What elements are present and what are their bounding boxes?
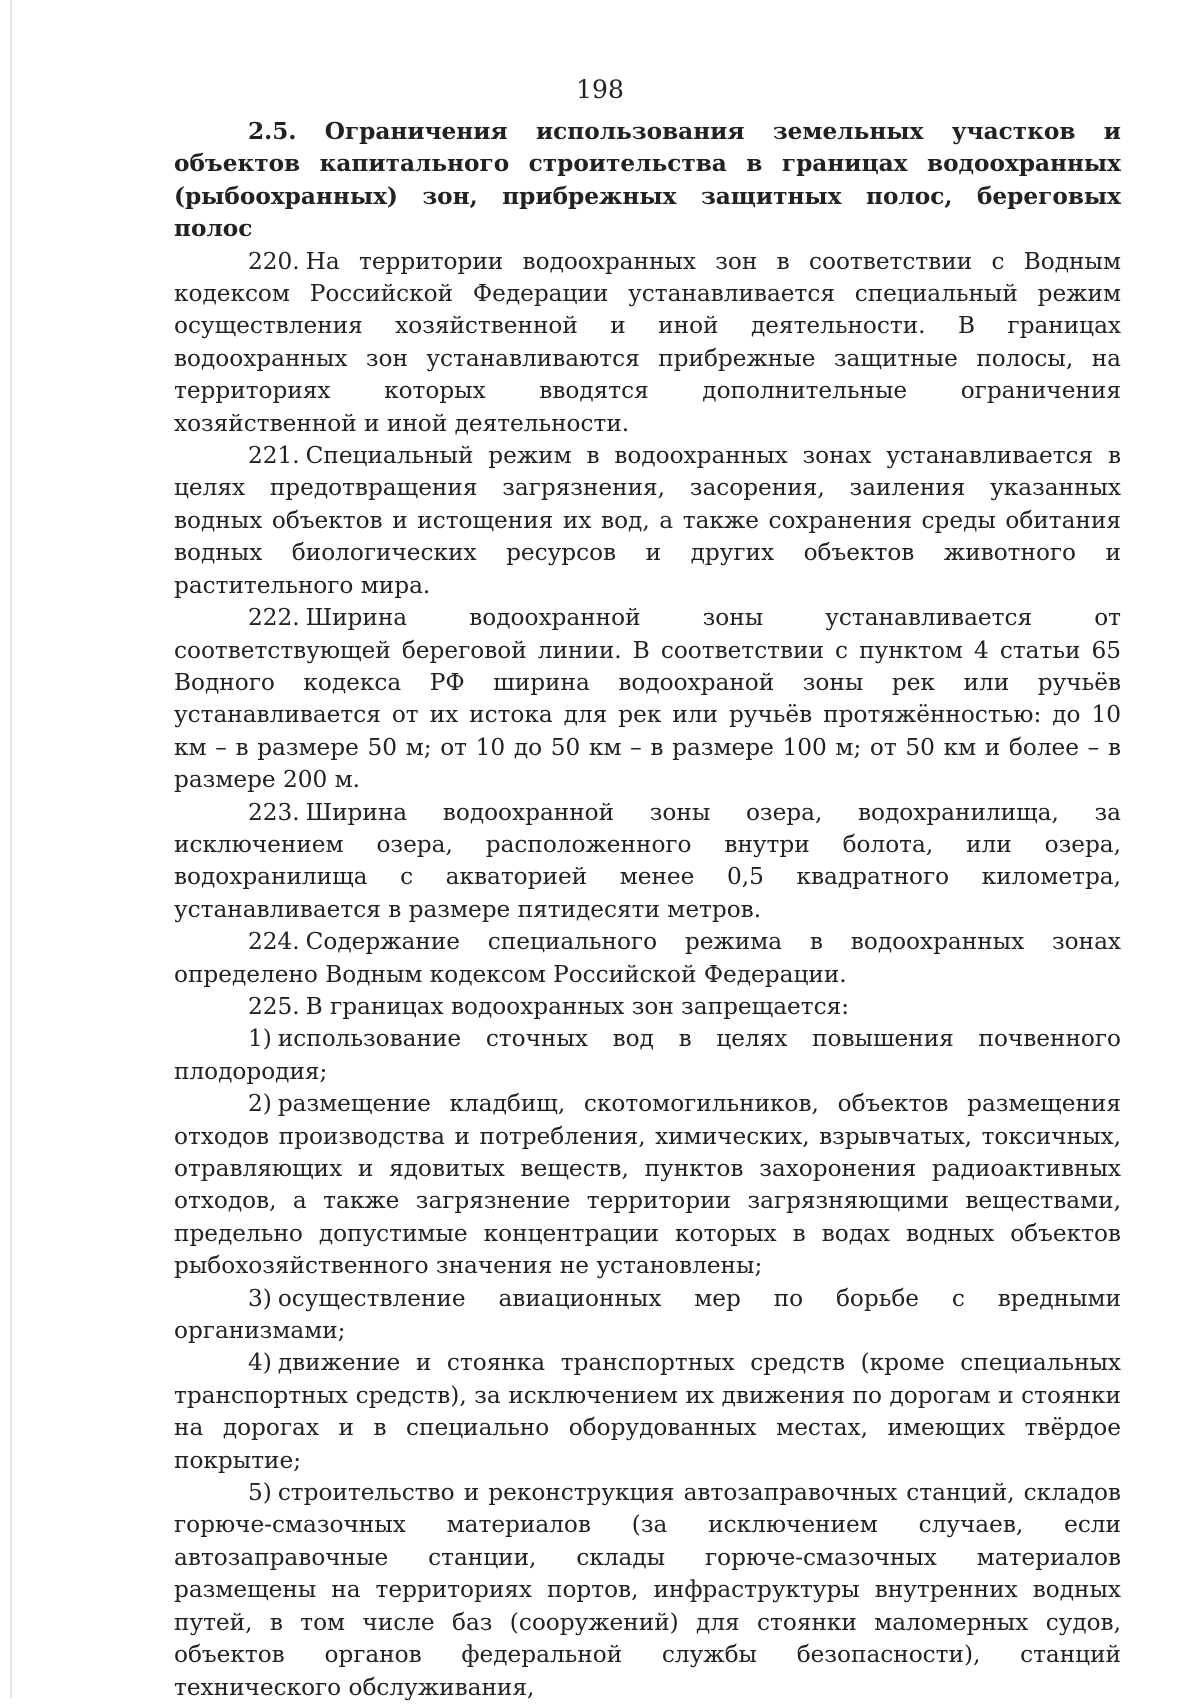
document-body xyxy=(174,116,1121,1704)
list-item-3 xyxy=(174,1283,1121,1348)
page-number: 198 xyxy=(576,75,624,104)
paragraph-text: Ширина водоохранной зоны озера, водохранилища, за исключением озера, расположенного внутри болота, или озера, водохранилища с акваторией менее 0,5 квадратного километра, устанавливается в размере пятидесяти метров. xyxy=(174,798,1121,923)
paragraph-number: 225. xyxy=(248,992,300,1020)
list-item-text: использование сточных вод в целях повышения почвенного плодородия; xyxy=(174,1025,1121,1085)
list-item-4 xyxy=(174,1347,1121,1477)
paragraph-222 xyxy=(174,602,1121,796)
paragraph-225 xyxy=(174,991,1121,1023)
paragraph-text: На территории водоохранных зон в соответствии с Водным кодексом Российской Федерации устанавливается специальный режим осуществления хозяйственной и иной деятельности. В границах водоохранных зон устанавливаются прибрежные защитные полосы, на территориях которых вводятся дополнительные ограничения хозяйственной и иной деятельности. xyxy=(174,247,1121,437)
paragraph-number: 223. xyxy=(248,798,300,826)
scan-edge-line xyxy=(10,0,12,1698)
paragraph-text: Содержание специального режима в водоохранных зонах определено Водным кодексом Российской Федерации. xyxy=(174,928,1121,988)
list-item-text: строительство и реконструкция автозаправочных станций, складов горюче-смазочных материалов (за исключением случаев, если автозаправочные станции, склады горюче-смазочных материалов размещены на территориях портов, инфраструктуры внутренних водных путей, в том числе баз (сооружений) для стоянки маломерных судов, объектов органов федеральной службы безопасности), станций технического обслуживания, xyxy=(174,1479,1121,1701)
list-item-text: осуществление авиационных мер по борьбе с вредными организмами; xyxy=(174,1284,1121,1345)
section-heading: 2.5. Ограничения использования земельных участков и объектов капитального строительства в границах водоохранных (рыбоохранных) зон, прибрежных защитных полос, береговых полос xyxy=(174,118,1121,243)
paragraph-number: 224. xyxy=(248,928,300,956)
paragraph-number: 222. xyxy=(248,604,300,632)
paragraph-number: 220. xyxy=(248,247,300,275)
paragraph-220 xyxy=(174,246,1121,440)
list-item-text: размещение кладбищ, скотомогильников, объектов размещения отходов производства и потребления, химических, взрывчатых, токсичных, отравляющих и ядовитых веществ, пунктов захоронения радиоактивных отходов, а также загрязнение территории загрязняющими веществами, предельно допустимые концентрации которых в водах водных объектов рыбохозяйственного значения не установлены; xyxy=(174,1090,1121,1280)
paragraph-224 xyxy=(174,926,1121,991)
list-item-text: движение и стоянка транспортных средств (кроме специальных транспортных средств), за исключением их движения по дорогам и стоянки на дорогах и в специально оборудованных местах, имеющих твёрдое покрытие; xyxy=(174,1349,1121,1474)
list-item-number: 4) xyxy=(248,1349,272,1377)
list-item-number: 5) xyxy=(248,1479,272,1507)
paragraph-text: В границах водоохранных зон запрещается: xyxy=(305,992,850,1020)
list-item-number: 2) xyxy=(248,1090,272,1118)
list-item-number: 1) xyxy=(248,1025,272,1053)
list-item-5 xyxy=(174,1477,1121,1704)
paragraph-text: Ширина водоохранной зоны устанавливается от соответствующей береговой линии. В соответствии с пунктом 4 статьи 65 Водного кодекса РФ ширина водоохраной зоны рек или ручьёв устанавливается от их истока для рек или ручьёв протяжённостью: до 10 км – в размере 50 м; от 10 до 50 км – в размере 100 м; от 50 км и более – в размере 200 м. xyxy=(174,604,1121,794)
list-item-number: 3) xyxy=(248,1284,272,1312)
paragraph-221 xyxy=(174,440,1121,602)
list-item-2 xyxy=(174,1088,1121,1282)
paragraph-text: Специальный режим в водоохранных зонах устанавливается в целях предотвращения загрязнения, засорения, заиления указанных водных объектов и истощения их вод, а также сохранения среды обитания водных биологических ресурсов и других объектов животного и растительного мира. xyxy=(174,442,1121,599)
paragraph-number: 221. xyxy=(248,442,300,470)
list-item-1 xyxy=(174,1023,1121,1088)
paragraph-223 xyxy=(174,797,1121,927)
